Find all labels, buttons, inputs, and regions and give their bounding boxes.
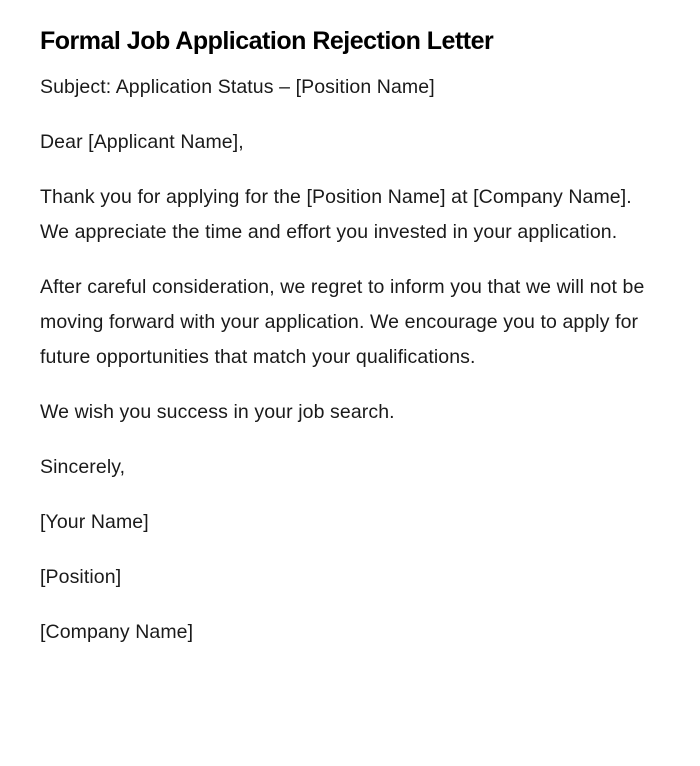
subject-line: Subject: Application Status – [Position Name] [40, 76, 435, 98]
signature-position: [Position] [40, 566, 122, 588]
signature-name: [Your Name] [40, 511, 149, 533]
body-paragraph: After careful consideration, we regret to inform you that we will not be moving forward with your application. We encourage you to apply for future opportunities that match your qualifications. [40, 276, 645, 368]
greeting: Dear [Applicant Name], [40, 131, 244, 153]
body-paragraph: Thank you for applying for the [Position Name] at [Company Name]. We appreciate the time and effort you invested in your application. [40, 186, 632, 243]
closing: Sincerely, [40, 456, 126, 478]
signature-company: [Company Name] [40, 621, 194, 643]
page-title: Formal Job Application Rejection Letter [40, 27, 494, 55]
body-paragraph: We wish you success in your job search. [40, 401, 395, 423]
